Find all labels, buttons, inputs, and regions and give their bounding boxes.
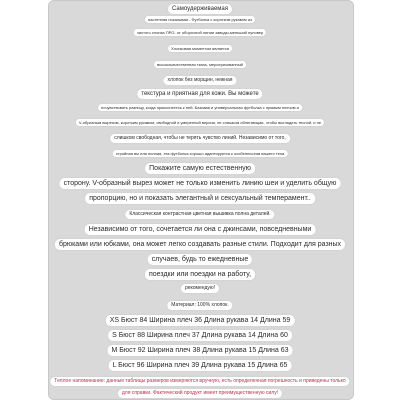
text-line: брюками или юбками, она может легко создавать разные стили. Подходит для разных	[55, 239, 345, 250]
size-row-m: M Бюст 92 Ширина плеч 38 Длина рукава 15 Длина 63	[108, 345, 293, 356]
text-line: Классическая контрастная цветная вышивка полна деталей.	[125, 210, 274, 219]
size-note-line: для справки. Фактический продукт имеет преимущественную силу!	[118, 389, 282, 398]
text-line: слишком свободная, чтобы не терять чувство линий. Независимо от того,	[110, 134, 290, 143]
size-note-line: Теплое напоминание: данные таблицы размеров измеряются вручную, есть определенная погрешность и приведены только	[50, 377, 349, 386]
size-row-l: L Бюст 96 Ширина плеч 39 Длина рукава 15 Длина 65	[109, 360, 292, 371]
text-line: Хлопковая моментом является	[168, 45, 232, 52]
text-line: рекомендую!	[181, 284, 219, 293]
text-line: сторону. V-образный вырез может не только изменить линию шеи и уделить общую	[60, 178, 341, 189]
text-line: случаев, будь то ежедневные	[148, 254, 252, 265]
size-row-xs: XS Бюст 84 Ширина плеч 36 Длина рукава 14 Длина 59	[106, 315, 295, 326]
text-line: V-образным вырезом, коротким рукавом, свободной и умеренной версии, не слишком облегающая, чтобы выглядеть тесной, и не	[76, 119, 324, 126]
material-line: Материал: 100% хлопок.	[167, 301, 232, 310]
text-line: стройная вы или полная, эта футболка хорошо адаптируется к особенностям вашего тела	[113, 150, 288, 157]
text-line: чистого хлопка ПРО- от оборочной линии заводы-меньший пуловер	[134, 29, 266, 36]
text-line: Покажите самую естественную	[145, 163, 255, 174]
text-line: поездки или поездки на работу,	[145, 269, 255, 280]
text-line: Самоудерживаемая	[168, 4, 232, 14]
size-row-s: S Бюст 88 Ширина плеч 37 Длина рукава 14 Длина 60	[108, 330, 292, 341]
text-line: пропорцию, но и показать элегантный и сексуальный темперамент..	[85, 193, 315, 204]
text-line: настенная показывая - Футболка с коротким рукавом из	[145, 16, 255, 23]
text-line: Независимо от того, сочетается ли она с джинсами, повседневными	[85, 224, 316, 235]
text-line: хлопок без морщин, нежная	[163, 76, 236, 85]
text-line: текстура и приятная для кожи. Вы можете	[137, 89, 262, 99]
text-line: почувствовать разницу, когда прикоснетесь к ней. Базовая и универсальная футболка с прямым плечом и	[98, 104, 302, 111]
text-line: высококачественная ткань, мерсеризованный	[154, 61, 246, 68]
